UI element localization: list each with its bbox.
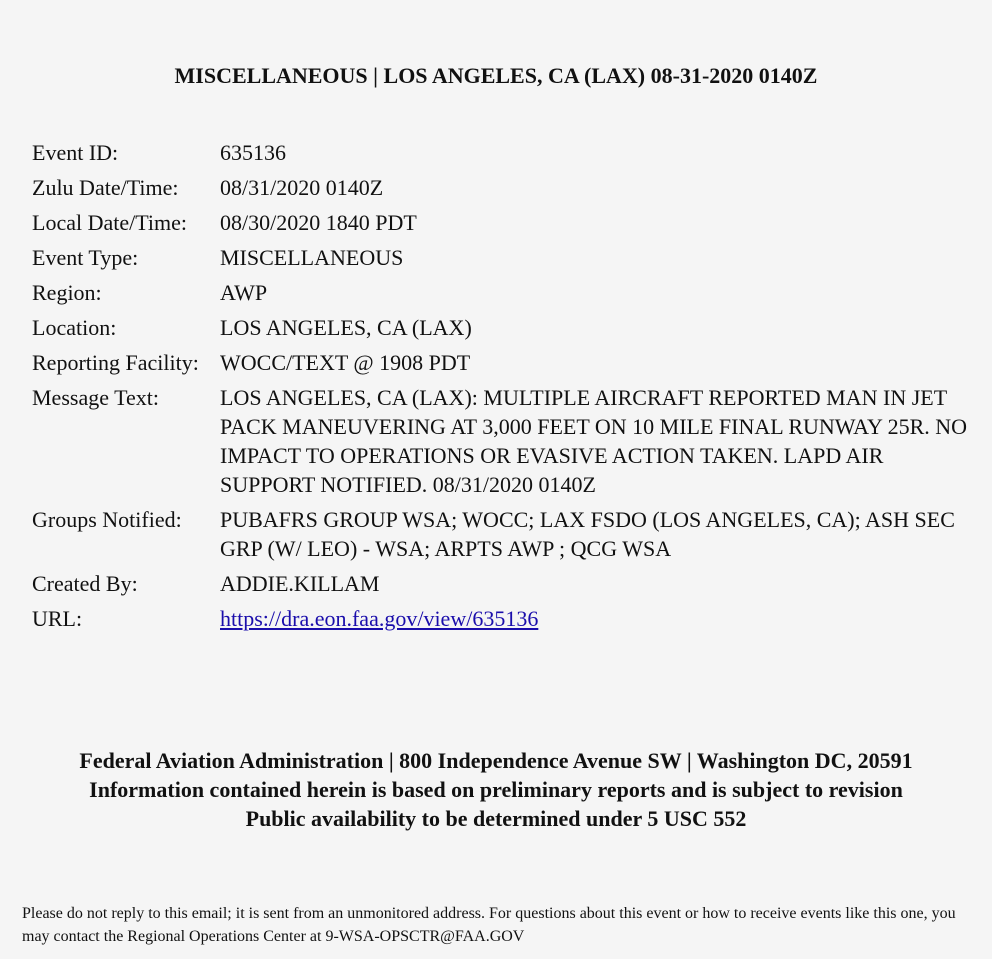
event-details-table bbox=[32, 138, 972, 639]
field-row-event-type bbox=[32, 243, 972, 278]
field-row-event-id bbox=[32, 138, 972, 173]
reporting-facility-label: Reporting Facility: bbox=[32, 350, 199, 375]
url-cell bbox=[220, 604, 972, 639]
footer-preliminary-notice: Information contained herein is based on preliminary reports and is subject to revision bbox=[89, 777, 903, 802]
message-text-label: Message Text: bbox=[32, 385, 159, 410]
created-by-label: Created By: bbox=[32, 571, 138, 596]
field-row-url bbox=[32, 604, 972, 639]
footer-address: Federal Aviation Administration | 800 Independence Avenue SW | Washington DC, 20591 bbox=[79, 748, 913, 773]
event-type-value: MISCELLANEOUS bbox=[220, 245, 404, 270]
field-row-local bbox=[32, 208, 972, 243]
groups-notified-label: Groups Notified: bbox=[32, 507, 182, 532]
disclaimer-text: Please do not reply to this email; it is sent from an unmonitored address. For questions about this event or how to receive events like this one, you may contact the Regional Operations Center at 9-WSA-OPSCTR@FAA.GOV bbox=[22, 905, 956, 945]
field-row-message-text bbox=[32, 383, 972, 505]
field-row-created-by bbox=[32, 569, 972, 604]
event-id-label: Event ID: bbox=[32, 140, 119, 165]
location-value: LOS ANGELES, CA (LAX) bbox=[220, 315, 472, 340]
event-type-label: Event Type: bbox=[32, 245, 139, 270]
event-id-value: 635136 bbox=[220, 140, 286, 165]
local-datetime-value: 08/30/2020 1840 PDT bbox=[220, 210, 417, 235]
local-datetime-label: Local Date/Time: bbox=[32, 210, 187, 235]
field-row-zulu bbox=[32, 173, 972, 208]
reporting-facility-value: WOCC/TEXT @ 1908 PDT bbox=[220, 350, 471, 375]
message-text-value: LOS ANGELES, CA (LAX): MULTIPLE AIRCRAFT REPORTED MAN IN JET PACK MANEUVERING AT 3,000 FEET ON 10 MILE FINAL RUNWAY 25R. NO IMPACT TO OPERATIONS OR EVASIVE ACTION TAKEN. LAPD AIR SUPPORT NOTIFIED. 08/31/2020 0140Z bbox=[220, 385, 968, 497]
region-label: Region: bbox=[32, 280, 102, 305]
region-value: AWP bbox=[220, 280, 268, 305]
event-url-link[interactable]: https://dra.eon.faa.gov/view/635136 bbox=[220, 606, 539, 631]
footer bbox=[30, 746, 962, 833]
footer-public-availability: Public availability to be determined under 5 USC 552 bbox=[245, 806, 747, 831]
groups-notified-value: PUBAFRS GROUP WSA; WOCC; LAX FSDO (LOS ANGELES, CA); ASH SEC GRP (W/ LEO) - WSA; ARPTS AWP ; QCG WSA bbox=[220, 507, 955, 561]
zulu-datetime-label: Zulu Date/Time: bbox=[32, 175, 179, 200]
field-row-groups-notified bbox=[32, 505, 972, 569]
created-by-value: ADDIE.KILLAM bbox=[220, 571, 380, 596]
field-row-reporting-facility bbox=[32, 348, 972, 383]
location-label: Location: bbox=[32, 315, 117, 340]
field-row-region bbox=[32, 278, 972, 313]
field-row-location bbox=[32, 313, 972, 348]
url-label: URL: bbox=[32, 606, 83, 631]
page-title: MISCELLANEOUS | LOS ANGELES, CA (LAX) 08-31-2020 0140Z bbox=[174, 63, 818, 88]
zulu-datetime-value: 08/31/2020 0140Z bbox=[220, 175, 384, 200]
